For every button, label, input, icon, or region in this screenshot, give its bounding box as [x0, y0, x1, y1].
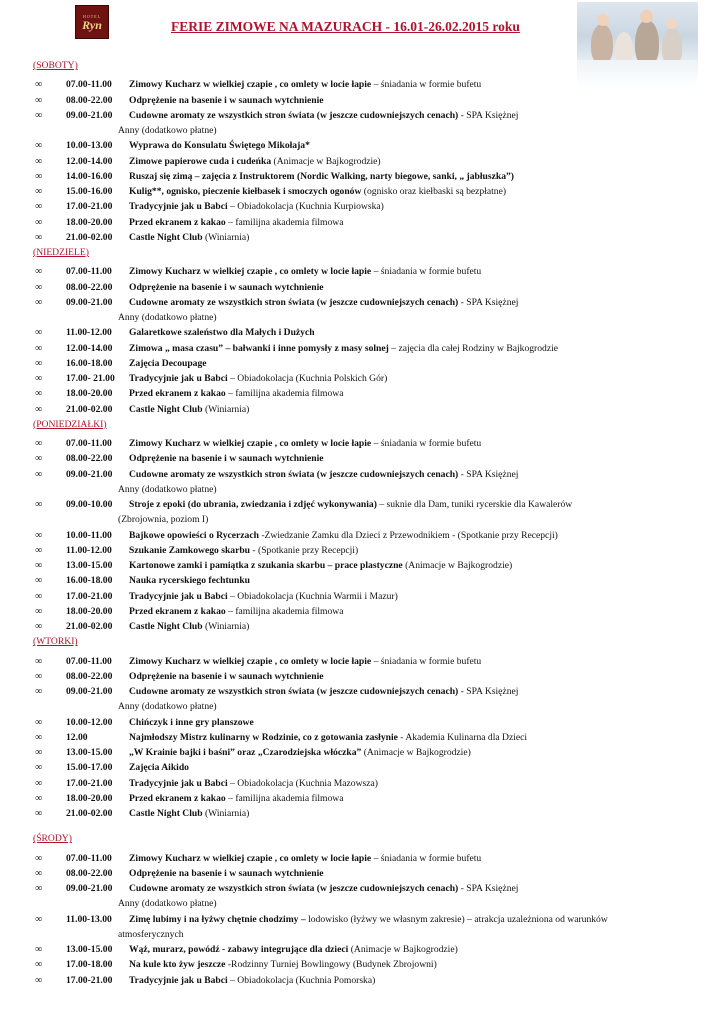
item-details: (Animacje w Bajkogrodzie): [361, 747, 471, 758]
infinity-bullet-icon: ∞: [35, 327, 43, 339]
item-title: Cudowne aromaty ze wszystkich stron świata (w jeszcze cudowniejszych cenach): [129, 468, 459, 480]
item-time: 10.00-13.00: [66, 140, 113, 152]
schedule-item: [33, 851, 693, 866]
infinity-bullet-icon: ∞: [35, 216, 43, 228]
item-details-continuation: Anny (dodatkowo płatne): [118, 312, 217, 323]
item-title: Odprężenie na basenie i w saunach wytchnienie: [129, 867, 324, 879]
infinity-bullet-icon: ∞: [35, 79, 43, 91]
item-time: 09.00-21.00: [66, 883, 113, 894]
item-details: - SPA Księżnej: [458, 468, 519, 480]
item-details: – familijna akademia filmowa: [225, 216, 344, 228]
item-title: Odprężenie na basenie i w saunach wytchnienie: [129, 453, 324, 465]
item-title: Stroje z epoki (do ubrania, zwiedzania i zdjęć wykonywania): [129, 499, 377, 510]
item-details: – familijna akademia filmowa: [225, 792, 344, 804]
item-time: 13.00-15.00: [66, 944, 113, 955]
item-title: Zajęcia Decoupage: [129, 357, 207, 369]
schedule-item: [33, 715, 693, 730]
item-title: Kulig**, ognisko, pieczenie kiełbasek i smoczych ogonów: [129, 186, 362, 197]
infinity-bullet-icon: ∞: [35, 499, 43, 510]
schedule-item: [33, 543, 693, 558]
infinity-bullet-icon: ∞: [35, 777, 43, 789]
schedule-item: [33, 957, 693, 972]
infinity-bullet-icon: ∞: [35, 913, 43, 925]
infinity-bullet-icon: ∞: [35, 357, 43, 369]
item-time: 18.00-20.00: [66, 605, 113, 617]
schedule-item: [33, 154, 693, 169]
schedule-item: [33, 745, 693, 760]
day-list-srody: [33, 851, 693, 988]
item-time: 11.00-12.00: [66, 327, 112, 339]
item-title: Cudowne aromaty ze wszystkich stron świata (w jeszcze cudowniejszych cenach): [129, 296, 459, 308]
item-time: 18.00-20.00: [66, 792, 113, 804]
item-details: – suknie dla Dam, tuniki rycerskie dla Kawalerów: [376, 499, 573, 510]
schedule-item: [33, 184, 693, 199]
schedule-item: [33, 573, 693, 588]
item-details: - (Spotkanie przy Recepcji): [250, 544, 359, 556]
item-time: 08.00-22.00: [66, 281, 113, 293]
infinity-bullet-icon: ∞: [35, 590, 43, 602]
item-time: 12.00-14.00: [66, 342, 113, 354]
infinity-bullet-icon: ∞: [35, 686, 43, 697]
item-details: – familijna akademia filmowa: [225, 605, 344, 617]
item-time: 21.00-02.00: [66, 808, 113, 819]
infinity-bullet-icon: ∞: [35, 155, 43, 167]
schedule-item: [33, 386, 693, 401]
schedule-item: [33, 467, 693, 482]
item-title: Bajkowe opowieści o Rycerzach: [129, 529, 259, 541]
item-title: Wyprawa do Konsulatu Świętego Mikołaja*: [129, 140, 310, 152]
schedule-item: [33, 402, 693, 417]
schedule-item: [33, 654, 693, 669]
schedule-item: [33, 138, 693, 153]
infinity-bullet-icon: ∞: [35, 808, 43, 819]
infinity-bullet-icon: ∞: [35, 109, 43, 121]
item-time: 17.00-21.00: [66, 590, 113, 602]
item-time: 10.00-12.00: [66, 716, 113, 728]
item-details: (ognisko oraz kiełbaski są bezpłatne): [361, 186, 507, 197]
infinity-bullet-icon: ∞: [35, 716, 43, 728]
item-time: 15.00-16.00: [66, 186, 113, 197]
item-title: Przed ekranem z kakao: [129, 605, 226, 617]
item-time: 07.00-11.00: [66, 266, 112, 278]
schedule-item: [33, 589, 693, 604]
logo-small-text: HOTEL: [82, 13, 102, 19]
item-time: 09.00-10.00: [66, 499, 113, 510]
infinity-bullet-icon: ∞: [35, 529, 43, 541]
item-time: 07.00-11.00: [66, 438, 112, 449]
item-details: – śniadania w formie bufetu: [371, 655, 482, 667]
item-title: Odprężenie na basenie i w saunach wytchnienie: [129, 281, 324, 293]
schedule-item: [33, 93, 693, 108]
item-details: – Obiadokolacja (Kuchnia Pomorska): [227, 974, 376, 986]
infinity-bullet-icon: ∞: [35, 170, 43, 182]
item-details: lodowisko (łyżwy we własnym zakresie) – atrakcja uzależniona od warunków: [305, 913, 608, 925]
item-details-continuation: Anny (dodatkowo płatne): [118, 701, 217, 713]
schedule-item: [33, 108, 693, 123]
item-title: Castle Night Club: [129, 231, 203, 243]
day-list-soboty: [33, 77, 693, 245]
day-list-niedziele: [33, 264, 693, 417]
item-title: Tradycyjnie jak u Babci: [129, 201, 228, 213]
item-title: Chińczyk i inne gry planszowe: [129, 716, 254, 728]
item-time: 17.00-21.00: [66, 777, 113, 789]
item-details: - Akademia Kulinarna dla Dzieci: [397, 731, 528, 743]
infinity-bullet-icon: ∞: [35, 186, 43, 197]
item-details: – Obiadokolacja (Kuchnia Mazowsza): [227, 777, 378, 789]
item-title: Zimowy Kucharz w wielkiej czapie , co omlety w locie łapie: [129, 266, 372, 278]
day-heading-poniedzialki: (PONIEDZIAŁKI): [33, 418, 107, 430]
item-title: Cudowne aromaty ze wszystkich stron świata (w jeszcze cudowniejszych cenach): [129, 686, 459, 697]
item-time: 08.00-22.00: [66, 94, 113, 106]
item-title: Castle Night Club: [129, 621, 203, 632]
item-title: Tradycyjnie jak u Babci: [129, 373, 228, 384]
day-list-poniedzialki: [33, 436, 693, 634]
item-time: 07.00-11.00: [66, 655, 112, 667]
item-time: 08.00-22.00: [66, 453, 113, 465]
item-title: Galaretkowe szaleństwo dla Małych i Dużych: [129, 327, 315, 339]
item-title: Najmłodszy Mistrz kulinarny w Rodzinie, co z gotowania zasłynie: [129, 731, 398, 743]
day-list-wtorki: [33, 654, 693, 822]
item-time: 15.00-17.00: [66, 762, 113, 774]
schedule-item: [33, 295, 693, 310]
item-title: Castle Night Club: [129, 808, 203, 819]
item-title: Cudowne aromaty ze wszystkich stron świata (w jeszcze cudowniejszych cenach): [129, 883, 459, 894]
item-details-continuation: Anny (dodatkowo płatne): [118, 483, 217, 495]
schedule-item: [33, 497, 693, 512]
item-details: – śniadania w formie bufetu: [371, 79, 482, 91]
schedule-item: [33, 912, 693, 927]
schedule-item: [33, 77, 693, 92]
infinity-bullet-icon: ∞: [35, 560, 43, 571]
item-time: 21.00-02.00: [66, 403, 113, 415]
item-details: -Rodzinny Turniej Bowlingowy (Budynek Zbrojowni): [225, 959, 437, 971]
item-details-continuation: (Zbrojownia, poziom I): [118, 514, 209, 526]
infinity-bullet-icon: ∞: [35, 867, 43, 879]
infinity-bullet-icon: ∞: [35, 201, 43, 213]
schedule-item: [33, 806, 693, 821]
item-title: Castle Night Club: [129, 403, 203, 415]
infinity-bullet-icon: ∞: [35, 438, 43, 449]
item-time: 17.00-21.00: [66, 201, 113, 213]
schedule: [33, 58, 693, 988]
item-details-continuation: Anny (dodatkowo płatne): [118, 898, 217, 910]
item-details: (Winiarnia): [202, 231, 250, 243]
schedule-item: [33, 558, 693, 573]
item-details: (Animacje w Bajkogrodzie): [271, 155, 381, 167]
item-time: 17.00-18.00: [66, 959, 113, 971]
logo-text: Ryn: [82, 17, 102, 32]
item-details: (Animacje w Bajkogrodzie): [348, 944, 458, 955]
schedule-item: [33, 356, 693, 371]
schedule-item: [33, 619, 693, 634]
item-title: Szukanie Zamkowego skarbu: [129, 544, 251, 556]
day-heading-wtorki: (WTORKI): [33, 636, 78, 648]
schedule-item: [33, 791, 693, 806]
item-time: 08.00-22.00: [66, 670, 113, 682]
item-time: 14.00-16.00: [66, 170, 113, 182]
item-title: Przed ekranem z kakao: [129, 388, 226, 400]
infinity-bullet-icon: ∞: [35, 266, 43, 278]
schedule-item: [33, 942, 693, 957]
item-details-continuation: atmosferycznych: [118, 928, 184, 940]
schedule-item: [33, 604, 693, 619]
schedule-item: [33, 215, 693, 230]
item-title: Zimowy Kucharz w wielkiej czapie , co omlety w locie łapie: [129, 79, 372, 91]
infinity-bullet-icon: ∞: [35, 621, 43, 632]
item-details: - SPA Księżnej: [458, 686, 519, 697]
item-details: -Zwiedzanie Zamku dla Dzieci z Przewodnikiem - (Spotkanie przy Recepcji): [258, 529, 558, 541]
schedule-item: [33, 669, 693, 684]
item-title: Zimowe papierowe cuda i cudeńka: [129, 155, 272, 167]
item-details: – zajęcia dla całej Rodziny w Bajkogrodzie: [388, 342, 559, 354]
infinity-bullet-icon: ∞: [35, 373, 43, 384]
item-title: Zimowy Kucharz w wielkiej czapie , co omlety w locie łapie: [129, 655, 372, 667]
schedule-item: [33, 264, 693, 279]
item-time: 18.00-20.00: [66, 216, 113, 228]
infinity-bullet-icon: ∞: [35, 94, 43, 106]
day-heading-niedziele: (NIEDZIELE): [33, 247, 89, 258]
item-title: Zimę lubimy i na łyżwy chętnie chodzimy –: [129, 913, 306, 925]
infinity-bullet-icon: ∞: [35, 281, 43, 293]
item-title: Zimowa „ masa czasu” – bałwanki i inne pomysły z masy solnej: [129, 342, 389, 354]
infinity-bullet-icon: ∞: [35, 670, 43, 682]
infinity-bullet-icon: ∞: [35, 453, 43, 465]
infinity-bullet-icon: ∞: [35, 792, 43, 804]
hotel-logo: [75, 5, 109, 39]
schedule-item: [33, 684, 693, 699]
item-time: 13.00-15.00: [66, 560, 113, 571]
item-title: Nauka rycerskiego fechtunku: [129, 575, 250, 587]
schedule-item: [33, 760, 693, 775]
item-time: 16.00-18.00: [66, 357, 113, 369]
item-details: - SPA Księżnej: [458, 296, 519, 308]
item-details: – familijna akademia filmowa: [225, 388, 344, 400]
item-details: – Obiadokolacja (Kuchnia Kurpiowska): [227, 201, 384, 213]
item-details: (Winiarnia): [202, 621, 250, 632]
schedule-item: [33, 866, 693, 881]
schedule-item: [33, 730, 693, 745]
infinity-bullet-icon: ∞: [35, 468, 43, 480]
item-title: Przed ekranem z kakao: [129, 216, 226, 228]
item-title: Kartonowe zamki i pamiątka z szukania skarbu – prace plastyczne: [129, 560, 403, 571]
item-time: 11.00-13.00: [66, 913, 112, 925]
item-time: 21.00-02.00: [66, 621, 113, 632]
item-details: – Obiadokolacja (Kuchnia Warmii i Mazur): [227, 590, 398, 602]
schedule-item: [33, 436, 693, 451]
item-title: Tradycyjnie jak u Babci: [129, 590, 228, 602]
schedule-item: [33, 169, 693, 184]
item-time: 09.00-21.00: [66, 109, 113, 121]
schedule-item: [33, 451, 693, 466]
item-details: – śniadania w formie bufetu: [371, 266, 482, 278]
item-time: 16.00-18.00: [66, 575, 113, 587]
item-time: 12.00: [66, 731, 88, 743]
infinity-bullet-icon: ∞: [35, 231, 43, 243]
infinity-bullet-icon: ∞: [35, 731, 43, 743]
infinity-bullet-icon: ∞: [35, 944, 43, 955]
schedule-item: [33, 230, 693, 245]
infinity-bullet-icon: ∞: [35, 575, 43, 587]
infinity-bullet-icon: ∞: [35, 883, 43, 894]
item-details: (Animacje w Bajkogrodzie): [402, 560, 513, 571]
item-time: 08.00-22.00: [66, 867, 113, 879]
item-time: 09.00-21.00: [66, 686, 113, 697]
infinity-bullet-icon: ∞: [35, 959, 43, 971]
item-time: 17.00-21.00: [66, 974, 113, 986]
schedule-item: [33, 280, 693, 295]
item-time: 07.00-11.00: [66, 852, 112, 864]
item-details: – Obiadokolacja (Kuchnia Polskich Gór): [227, 373, 388, 384]
infinity-bullet-icon: ∞: [35, 655, 43, 667]
item-title: „W Krainie bajki i baśni” oraz „Czarodziejska włóczka”: [129, 747, 362, 758]
item-title: Przed ekranem z kakao: [129, 792, 226, 804]
item-title: Wąż, murarz, powódź - zabawy integrujące dla dzieci: [129, 944, 349, 955]
item-details: (Winiarnia): [202, 808, 250, 819]
infinity-bullet-icon: ∞: [35, 388, 43, 400]
item-time: 17.00- 21.00: [66, 373, 115, 384]
infinity-bullet-icon: ∞: [35, 296, 43, 308]
item-time: 13.00-15.00: [66, 747, 113, 758]
item-time: 18.00-20.00: [66, 388, 113, 400]
item-title: Zimowy Kucharz w wielkiej czapie , co omlety w locie łapie: [129, 852, 372, 864]
infinity-bullet-icon: ∞: [35, 140, 43, 152]
item-time: 10.00-11.00: [66, 529, 112, 541]
day-heading-soboty: (SOBOTY): [33, 60, 78, 71]
schedule-item: [33, 973, 693, 988]
item-title: Tradycyjnie jak u Babci: [129, 777, 228, 789]
item-title: Na kule kto żyw jeszcze: [129, 959, 226, 971]
item-details: – śniadania w formie bufetu: [371, 852, 482, 864]
item-title: Tradycyjnie jak u Babci: [129, 974, 228, 986]
item-title: Cudowne aromaty ze wszystkich stron świata (w jeszcze cudowniejszych cenach): [129, 109, 459, 121]
schedule-item: [33, 325, 693, 340]
schedule-item: [33, 199, 693, 214]
item-title: Odprężenie na basenie i w saunach wytchnienie: [129, 94, 324, 106]
item-title: Ruszaj się zimą – zajęcia z Instruktorem (Nordic Walking, narty biegowe, sanki, „ jabłuszka”): [129, 170, 514, 182]
item-time: 11.00-12.00: [66, 544, 112, 556]
item-details: - SPA Księżnej: [458, 883, 519, 894]
item-details: – śniadania w formie bufetu: [371, 438, 482, 449]
infinity-bullet-icon: ∞: [35, 544, 43, 556]
item-time: 12.00-14.00: [66, 155, 113, 167]
schedule-item: [33, 776, 693, 791]
item-title: Zimowy Kucharz w wielkiej czapie , co omlety w locie łapie: [129, 438, 372, 449]
page-title: FERIE ZIMOWE NA MAZURACH - 16.01-26.02.2015 roku: [171, 19, 520, 34]
infinity-bullet-icon: ∞: [35, 762, 43, 774]
schedule-item: [33, 528, 693, 543]
item-time: 21.00-02.00: [66, 231, 113, 243]
infinity-bullet-icon: ∞: [35, 974, 43, 986]
schedule-item: [33, 371, 693, 386]
infinity-bullet-icon: ∞: [35, 605, 43, 617]
item-title: Zajęcia Aikido: [129, 762, 189, 774]
schedule-item: [33, 341, 693, 356]
item-details-continuation: Anny (dodatkowo płatne): [118, 125, 217, 136]
item-time: 07.00-11.00: [66, 79, 112, 91]
item-time: 09.00-21.00: [66, 296, 113, 308]
infinity-bullet-icon: ∞: [35, 403, 43, 415]
infinity-bullet-icon: ∞: [35, 747, 43, 758]
item-details: - SPA Księżnej: [458, 109, 519, 121]
schedule-item: [33, 881, 693, 896]
item-details: (Winiarnia): [202, 403, 250, 415]
infinity-bullet-icon: ∞: [35, 342, 43, 354]
item-title: Odprężenie na basenie i w saunach wytchnienie: [129, 670, 324, 682]
infinity-bullet-icon: ∞: [35, 852, 43, 864]
item-time: 09.00-21.00: [66, 468, 113, 480]
day-heading-srody: (ŚRODY): [33, 833, 72, 845]
